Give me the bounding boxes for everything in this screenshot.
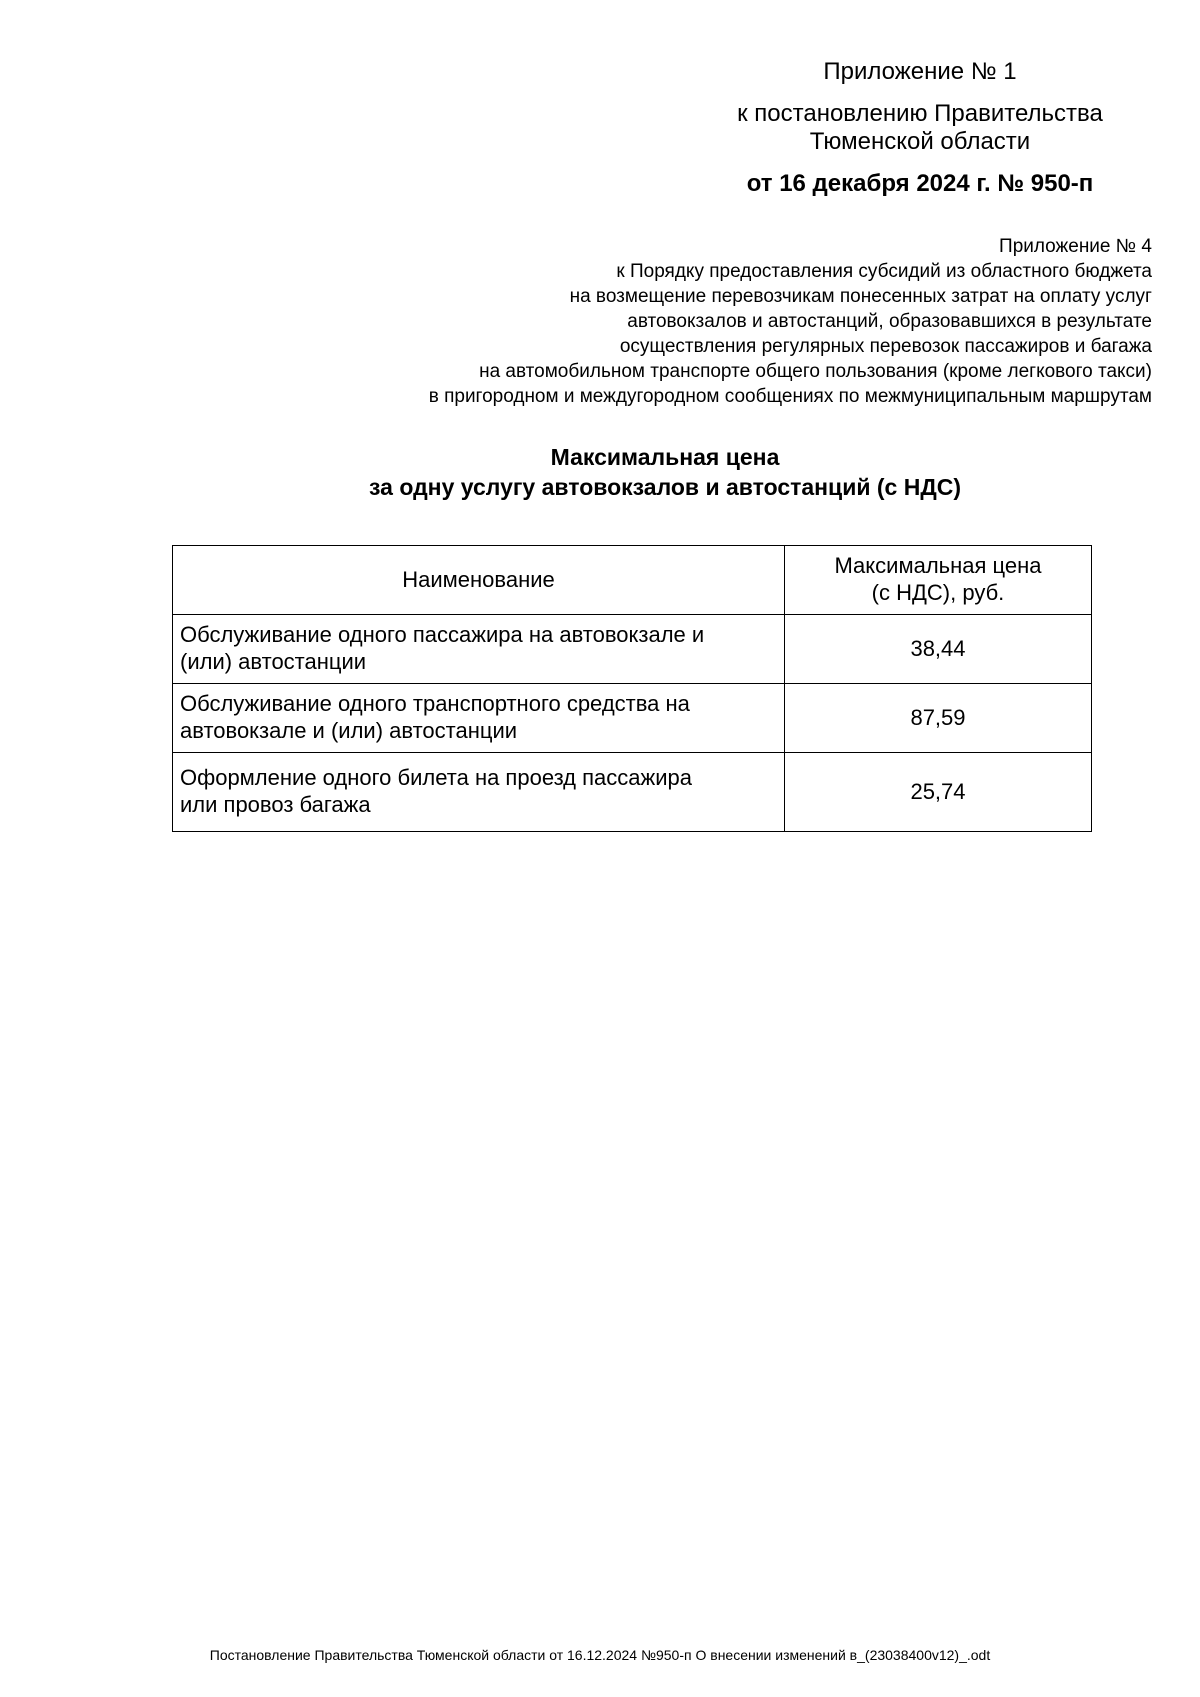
service-price-cell: 38,44 <box>784 615 1091 684</box>
procedure-header-line: к Порядку предоставления субсидий из областного бюджета <box>616 261 1152 282</box>
to-decree-line-2: Тюменской области <box>809 128 1031 155</box>
service-name-cell <box>173 753 785 832</box>
document-footer: Постановление Правительства Тюменской области от 16.12.2024 №950-п О внесении изменений в_(23038400v12)_.odt <box>209 1647 991 1663</box>
document-title <box>160 442 1170 502</box>
column-header-price-line-1: Максимальная цена <box>834 553 1042 578</box>
column-header-name-label: Наименование <box>402 566 555 592</box>
document-title-line-2: за одну услугу автовокзалов и автостанций (с НДС) <box>369 474 961 500</box>
column-header-price <box>784 546 1091 615</box>
to-decree-line-1: к постановлению Правительства <box>737 100 1103 127</box>
procedure-header-line: осуществления регулярных перевозок пассажиров и багажа <box>619 336 1152 357</box>
procedure-header-line: автовокзалов и автостанций, образовавшихся в результате <box>627 311 1152 332</box>
procedure-attachment-header <box>292 234 1152 409</box>
document-title-line-1: Максимальная цена <box>550 444 780 470</box>
service-price-cell: 87,59 <box>784 684 1091 753</box>
table-row <box>173 684 1092 753</box>
procedure-header-line: Приложение № 4 <box>999 236 1152 257</box>
appendix-number: Приложение № 1 <box>823 58 1017 85</box>
procedure-header-line: на возмещение перевозчикам понесенных затрат на оплату услуг <box>569 286 1152 307</box>
procedure-header-line: в пригородном и междугородном сообщениях по межмуниципальным маршрутам <box>428 386 1152 407</box>
service-price-cell: 25,74 <box>784 753 1091 832</box>
service-name-line: (или) автостанции <box>180 649 367 674</box>
service-name-line: Оформление одного билета на проезд пассажира <box>180 765 692 790</box>
service-name-line: Обслуживание одного пассажира на автовокзале и <box>180 622 705 647</box>
price-table <box>172 545 1092 832</box>
service-name-cell <box>173 615 785 684</box>
table-header-row <box>173 546 1092 615</box>
column-header-price-line-2: (с НДС), руб. <box>871 580 1005 605</box>
service-name-line: или провоз багажа <box>180 792 371 817</box>
decree-date: от 16 декабря 2024 г. № 950-п <box>746 170 1094 197</box>
service-name-cell <box>173 684 785 753</box>
table-row <box>173 753 1092 832</box>
service-name-line: Обслуживание одного транспортного средства на <box>180 691 690 716</box>
decree-attachment-header <box>690 58 1150 198</box>
service-name-line: автовокзале и (или) автостанции <box>180 718 518 743</box>
table-row <box>173 615 1092 684</box>
procedure-header-line: на автомобильном транспорте общего пользования (кроме легкового такси) <box>479 361 1152 382</box>
column-header-name <box>173 546 785 615</box>
